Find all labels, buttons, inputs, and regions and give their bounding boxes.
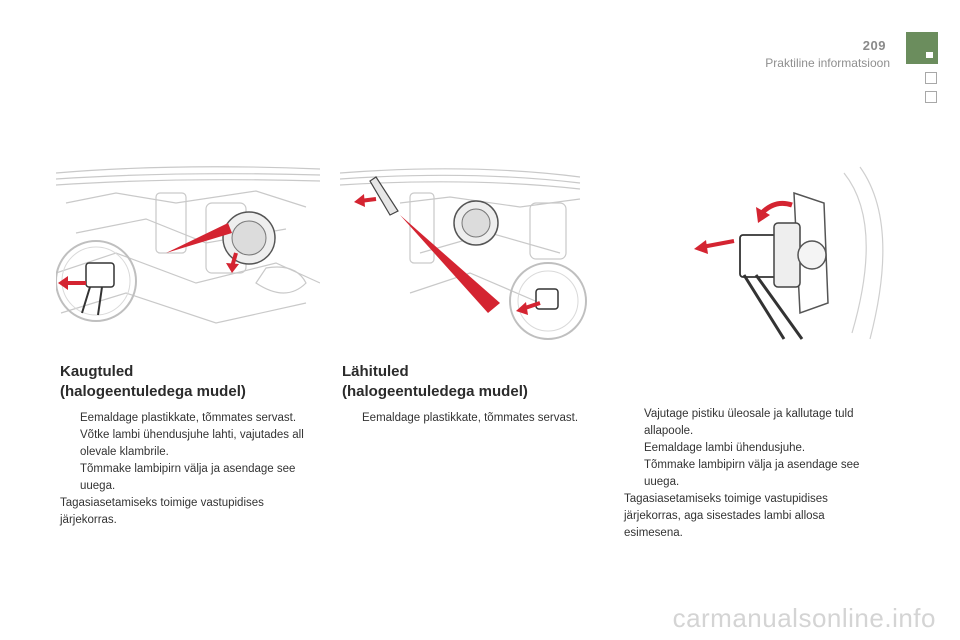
bulb-replacement-section xyxy=(624,406,886,542)
chapter-box-1[interactable] xyxy=(925,72,937,84)
high-beam-heading-line1: Kaugtuled xyxy=(60,363,134,380)
high-beam-heading-line2: (halogeentuledega mudel) xyxy=(60,383,246,400)
chapter-tab-mark xyxy=(926,52,933,58)
page-number: 209 xyxy=(862,38,886,53)
low-beam-heading-line2: (halogeentuledega mudel) xyxy=(342,383,528,400)
list-item: Tõmmake lambipirn välja ja asendage see uuega. xyxy=(80,463,296,492)
list-item: Tõmmake lambipirn välja ja asendage see uuega. xyxy=(644,459,860,488)
list-item: Eemaldage plastikkate, tõmmates servast. xyxy=(362,412,579,424)
high-beam-steps xyxy=(60,410,322,495)
chapter-box-2[interactable] xyxy=(925,91,937,103)
bulb-removal-illustration xyxy=(624,163,888,341)
section-title: Praktiline informatsioon xyxy=(765,56,890,70)
bulb-replacement-steps xyxy=(624,406,886,491)
high-beam-heading xyxy=(60,362,322,402)
list-item: Eemaldage plastikkate, tõmmates servast. xyxy=(80,412,297,424)
chapter-tab[interactable] xyxy=(906,32,938,64)
low-beam-illustration xyxy=(340,163,604,341)
list-item: Eemaldage lambi ühendusjuhe. xyxy=(644,442,806,454)
low-beam-section xyxy=(342,362,604,427)
low-beam-heading xyxy=(342,362,604,402)
high-beam-note: Tagasiasetamiseks toimige vastupidises järjekorras. xyxy=(60,497,264,526)
low-beam-heading-line1: Lähituled xyxy=(342,363,409,380)
bulb-replacement-note: Tagasiasetamiseks toimige vastupidises järjekorras, aga sisestades lambi allosa esimesena. xyxy=(624,493,828,539)
low-beam-steps xyxy=(342,410,604,427)
high-beam-section xyxy=(60,362,322,529)
list-item: Võtke lambi ühendusjuhe lahti, vajutades all olevale klambrile. xyxy=(80,429,304,458)
list-item: Vajutage pistiku üleosale ja kallutage tuld allapoole. xyxy=(644,408,854,437)
watermark: carmanualsonline.info xyxy=(672,603,936,633)
high-beam-illustration xyxy=(56,163,320,341)
